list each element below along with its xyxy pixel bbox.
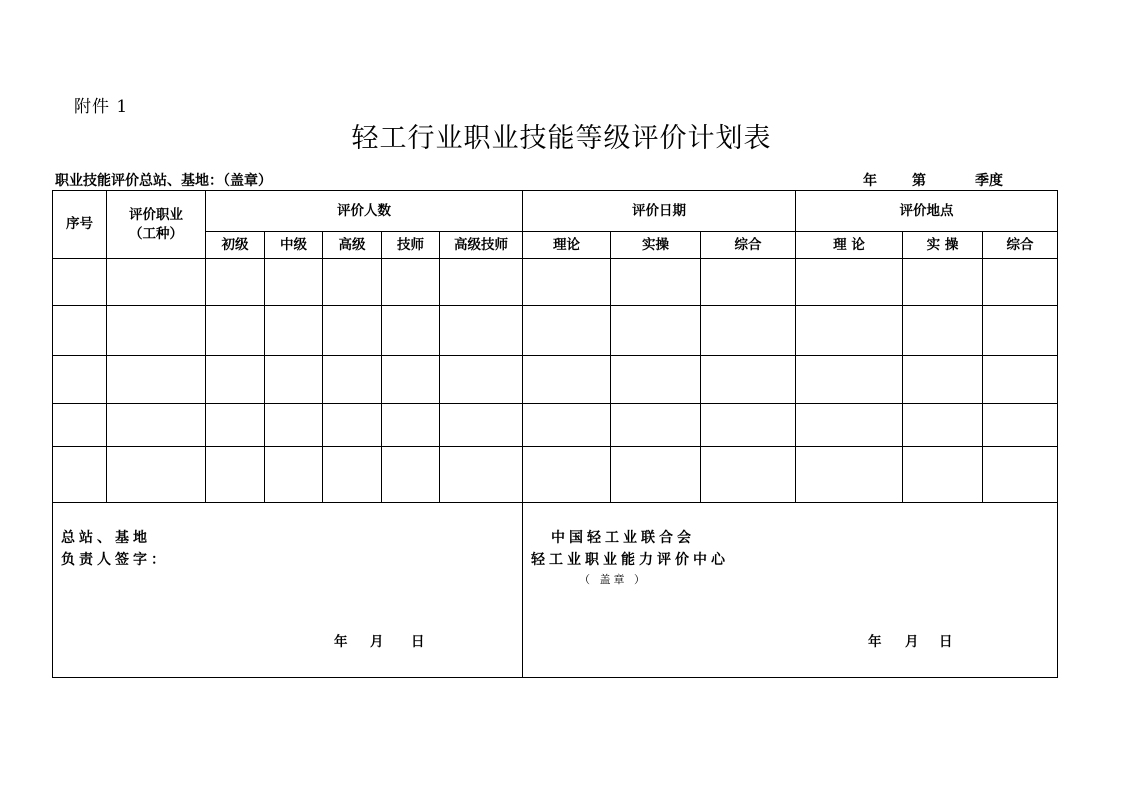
table-cell [323, 447, 382, 503]
plan-table [52, 190, 1058, 678]
table-row [53, 447, 1058, 503]
org-stamp-label: 职业技能评价总站、基地：（盖章） [55, 173, 272, 189]
signature-right-day: 日 [939, 634, 953, 650]
table-cell [382, 259, 440, 306]
header-line [55, 170, 1057, 192]
header-occupation-line2: （工种） [129, 225, 183, 242]
header-count-junior: 初级 [206, 232, 265, 259]
table-cell [382, 404, 440, 447]
table-cell [903, 306, 983, 356]
table-cell [107, 259, 206, 306]
table-cell [611, 404, 701, 447]
header-occupation-line1: 评价职业 [129, 207, 183, 224]
table-cell [382, 356, 440, 404]
signature-left-day: 日 [411, 634, 425, 650]
table-cell [265, 306, 323, 356]
header-count-senior: 高级 [323, 232, 382, 259]
signature-right-org2: 轻工业职业能力评价中心 [531, 552, 729, 568]
signature-left-month: 月 [370, 634, 384, 650]
page-title: 轻工行业职业技能等级评价计划表 [351, 123, 772, 154]
table-cell [323, 306, 382, 356]
header-seq: 序号 [53, 191, 107, 259]
table-cell [701, 306, 796, 356]
table-cell [107, 306, 206, 356]
table-cell [53, 404, 107, 447]
table-cell [107, 404, 206, 447]
table-cell [265, 356, 323, 404]
signature-right-stamp: （ 盖章 ） [579, 573, 648, 586]
signature-right-year: 年 [868, 634, 882, 650]
header-group-place: 评价地点 [796, 191, 1058, 232]
header-group-count: 评价人数 [206, 191, 523, 232]
table-cell [53, 306, 107, 356]
header-date-comprehensive: 综合 [701, 232, 796, 259]
table-cell [323, 404, 382, 447]
header-place-practice: 实 操 [903, 232, 983, 259]
table-cell [323, 356, 382, 404]
signature-row [53, 503, 1058, 678]
table-cell [611, 306, 701, 356]
year-label: 年 [863, 173, 877, 189]
header-count-intermediate: 中级 [265, 232, 323, 259]
table-cell [440, 306, 523, 356]
header-row-1 [53, 191, 1058, 232]
table-cell [53, 356, 107, 404]
table-cell [440, 356, 523, 404]
table-cell [701, 259, 796, 306]
table-cell [523, 259, 611, 306]
table-cell [206, 404, 265, 447]
table-cell [206, 259, 265, 306]
signature-right-month: 月 [905, 634, 919, 650]
table-cell [903, 356, 983, 404]
table-cell [983, 447, 1058, 503]
table-cell [440, 447, 523, 503]
table-cell [903, 404, 983, 447]
table-cell [265, 447, 323, 503]
signature-left-org: 总站、基地 [61, 530, 151, 546]
table-cell [382, 306, 440, 356]
table-cell [903, 447, 983, 503]
table-row [53, 306, 1058, 356]
table-cell [107, 356, 206, 404]
header-group-date: 评价日期 [523, 191, 796, 232]
table-cell [206, 447, 265, 503]
table-cell [523, 356, 611, 404]
signature-right-org1: 中国轻工业联合会 [551, 530, 695, 546]
table-row [53, 404, 1058, 447]
table-cell [265, 404, 323, 447]
table-cell [523, 306, 611, 356]
table-cell [611, 356, 701, 404]
table-cell [523, 404, 611, 447]
table-cell [440, 404, 523, 447]
table-cell [523, 447, 611, 503]
header-occupation [107, 191, 206, 259]
table-cell [611, 259, 701, 306]
attachment-label: 附件 1 [74, 97, 129, 117]
header-date-practice: 实操 [611, 232, 701, 259]
table-cell [323, 259, 382, 306]
table-cell [983, 259, 1058, 306]
table-cell [796, 356, 903, 404]
table-cell [983, 306, 1058, 356]
table-cell [983, 356, 1058, 404]
table-cell [701, 447, 796, 503]
table-row [53, 356, 1058, 404]
table-cell [796, 306, 903, 356]
table-cell [701, 356, 796, 404]
signature-left-year: 年 [334, 634, 348, 650]
signature-left-sign-label: 负责人签字： [61, 552, 169, 568]
header-place-comprehensive: 综合 [983, 232, 1058, 259]
table-cell [440, 259, 523, 306]
signature-right-cell [523, 503, 1058, 678]
table-cell [107, 447, 206, 503]
header-count-technician: 技师 [382, 232, 440, 259]
table-cell [903, 259, 983, 306]
table-cell [701, 404, 796, 447]
header-count-senior-technician: 高级技师 [440, 232, 523, 259]
table-cell [53, 259, 107, 306]
quarter-label: 季度 [975, 173, 1003, 189]
table-row [53, 259, 1058, 306]
table-cell [53, 447, 107, 503]
table-cell [796, 447, 903, 503]
header-place-theory: 理 论 [796, 232, 903, 259]
table-cell [206, 306, 265, 356]
signature-left-cell [53, 503, 523, 678]
table-cell [206, 356, 265, 404]
table-cell [382, 447, 440, 503]
table-cell [796, 259, 903, 306]
table-cell [796, 404, 903, 447]
table-cell [983, 404, 1058, 447]
table-cell [265, 259, 323, 306]
table-cell [611, 447, 701, 503]
header-date-theory: 理论 [523, 232, 611, 259]
ordinal-label: 第 [912, 173, 926, 189]
